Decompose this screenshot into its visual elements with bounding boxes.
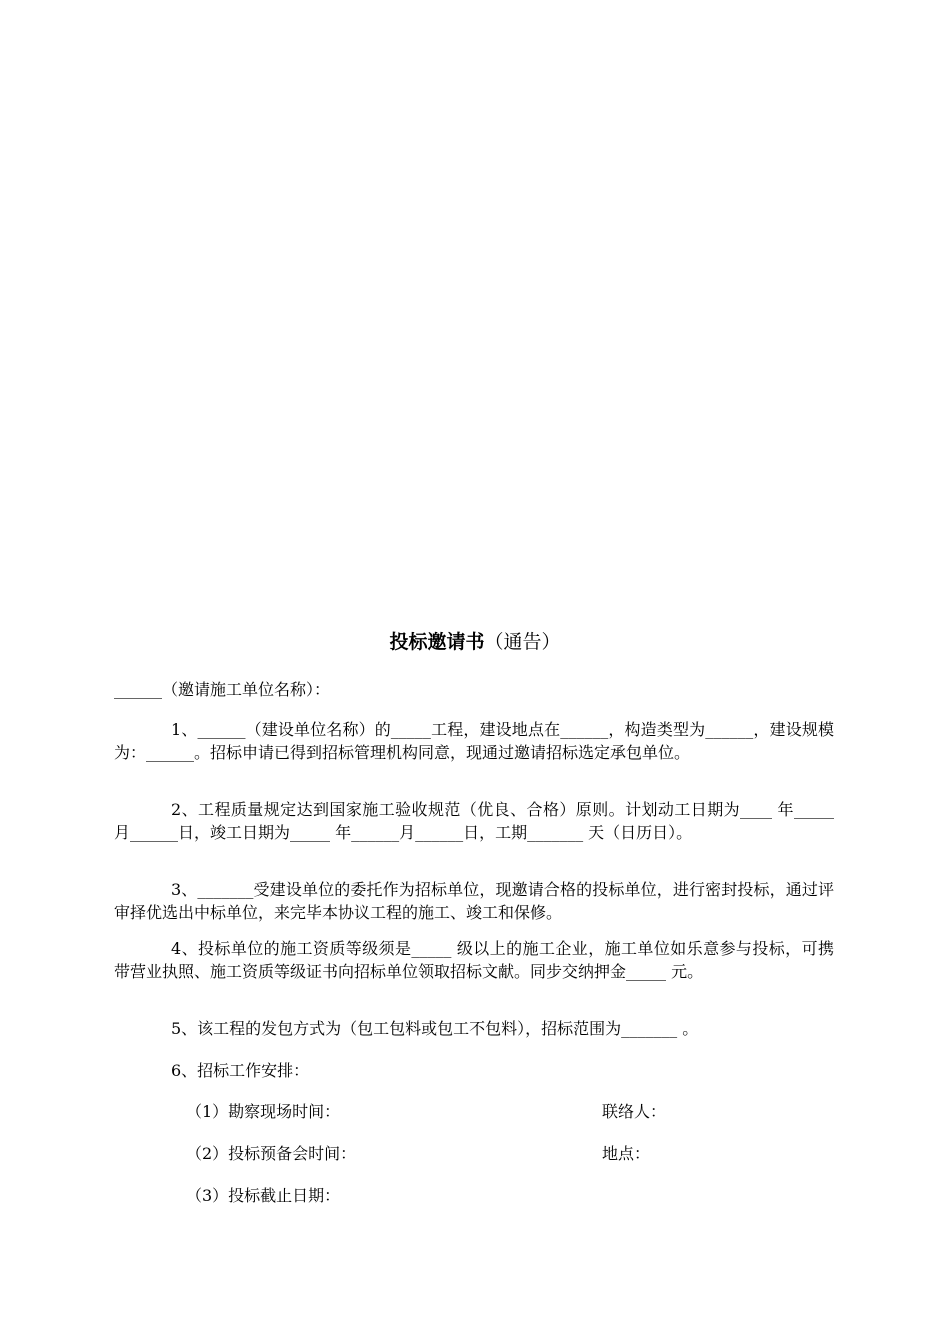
schedule-item-aux: 联络人： (602, 1102, 667, 1121)
paragraph-3: 3、_______受建设单位的委托作为招标单位，现邀请合格的投标单位，进行密封投标，通过评审择优选出中标单位，来完毕本协议工程的施工、竣工和保修。 (114, 880, 834, 922)
paragraph-1: 1、______（建设单位名称）的_____工程，建设地点在______，构造类型为______，建设规模为：______。招标申请已得到招标管理机构同意，现通过邀请招标选定承包单位。 (114, 720, 834, 762)
schedule-item-aux: 地点： (602, 1144, 651, 1163)
salutation: ______（邀请施工单位名称）： (114, 680, 331, 699)
schedule-item-label: （2）投标预备会时间： (186, 1144, 357, 1163)
document-title (0, 628, 950, 656)
schedule-item-label: （3）投标截止日期： (186, 1186, 341, 1205)
paragraph-2: 2、工程质量规定达到国家施工验收规范（优良、合格）原则。计划动工日期为____ 年_____月______日，竣工日期为_____ 年______月______日，工期_______ 天（日历日）。 (114, 800, 834, 842)
paragraph-6: 6、招标工作安排： (171, 1061, 310, 1080)
schedule-item-label: （1）勘察现场时间： (186, 1102, 341, 1121)
title-main: 投标邀请书 (389, 631, 485, 653)
title-suffix: （通告） (484, 631, 561, 653)
paragraph-4: 4、投标单位的施工资质等级须是_____ 级以上的施工企业，施工单位如乐意参与投标，可携带营业执照、施工资质等级证书向招标单位领取招标文献。同步交纳押金_____ 元。 (114, 939, 834, 981)
paragraph-5: 5、该工程的发包方式为（包工包料或包工不包料），招标范围为_______ 。 (171, 1019, 699, 1038)
